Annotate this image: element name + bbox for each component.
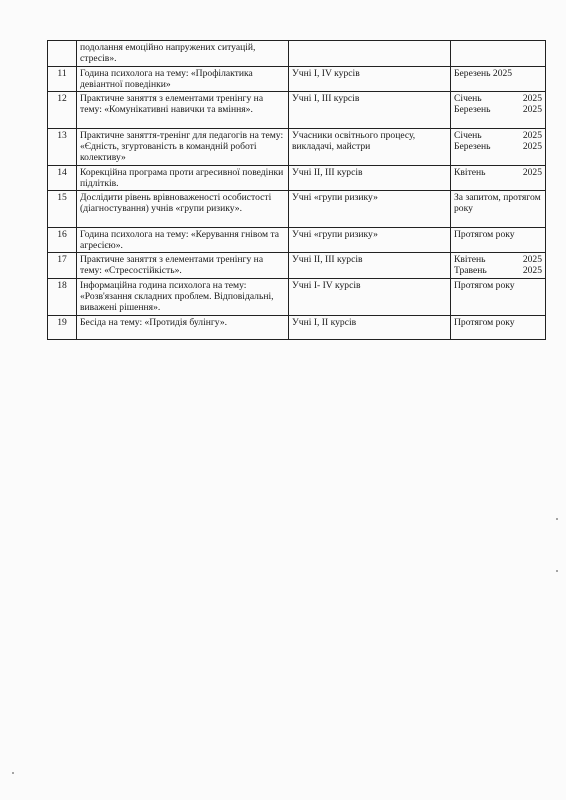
date-period: За запитом, протягом року — [454, 192, 541, 214]
event-date — [451, 228, 546, 253]
event-topic: Інформаційна година психолога на тему: «Розв'язання складних проблем. Відповідальні, виважені рішення». — [77, 279, 289, 316]
date-line — [454, 93, 542, 104]
row-number: 13 — [48, 129, 77, 166]
date-year: 2025 — [522, 167, 542, 178]
table-row — [48, 166, 546, 191]
table-row — [48, 228, 546, 253]
date-line — [454, 130, 542, 141]
event-date — [451, 129, 546, 166]
date-year: 2025 — [522, 141, 542, 152]
date-line — [454, 254, 542, 265]
event-participants: Учні II, III курсів — [289, 166, 451, 191]
table-row — [48, 316, 546, 340]
event-participants: Учні I- IV курсів — [289, 279, 451, 316]
date-line — [454, 141, 542, 152]
event-date — [451, 253, 546, 279]
date-period: Квітень — [454, 254, 486, 265]
event-participants: Учні II, III курсів — [289, 253, 451, 279]
event-topic: Дослідити рівень врівноваженості особистості (діагностування) учнів «групи ризику». — [77, 191, 289, 228]
date-period: Протягом року — [454, 317, 515, 328]
date-line — [454, 68, 542, 79]
scan-speck — [556, 518, 558, 520]
event-date — [451, 67, 546, 92]
events-table-body — [48, 41, 546, 340]
date-line — [454, 167, 542, 178]
table-row — [48, 279, 546, 316]
event-topic: Практичне заняття-тренінг для педагогів на тему: «Єдність, згуртованість в командній роботі колективу» — [77, 129, 289, 166]
row-number: 15 — [48, 191, 77, 228]
table-row — [48, 41, 546, 67]
date-period: Квітень — [454, 167, 486, 178]
table-row — [48, 253, 546, 279]
row-number — [48, 41, 77, 67]
row-number: 11 — [48, 67, 77, 92]
date-period: Січень — [454, 93, 482, 104]
row-number: 14 — [48, 166, 77, 191]
event-participants: Учні I, II курсів — [289, 316, 451, 340]
table-row — [48, 67, 546, 92]
date-line — [454, 317, 542, 328]
event-date — [451, 92, 546, 129]
events-table — [47, 40, 546, 340]
event-topic: Бесіда на тему: «Протидія булінгу». — [77, 316, 289, 340]
row-number: 16 — [48, 228, 77, 253]
row-number: 19 — [48, 316, 77, 340]
event-date — [451, 191, 546, 228]
date-period: Протягом року — [454, 280, 515, 291]
table-row — [48, 191, 546, 228]
date-period: Травень — [454, 265, 487, 276]
date-line — [454, 229, 542, 240]
row-number: 17 — [48, 253, 77, 279]
event-participants: Учні «групи ризику» — [289, 228, 451, 253]
row-number: 12 — [48, 92, 77, 129]
date-year: 2025 — [522, 104, 542, 115]
date-year: 2025 — [522, 93, 542, 104]
date-line — [454, 280, 542, 291]
event-topic: Корекційна програма проти агресивної поведінки підлітків. — [77, 166, 289, 191]
date-year: 2025 — [522, 254, 542, 265]
table-row — [48, 129, 546, 166]
date-line — [454, 192, 542, 214]
date-period: Березень — [454, 141, 491, 152]
event-topic: подолання емоційно напружених ситуацій, стресів». — [77, 41, 289, 67]
event-date — [451, 279, 546, 316]
event-topic: Практичне заняття з елементами тренінгу на тему: «Комунікативні навички та вміння». — [77, 92, 289, 129]
date-period: Березень — [454, 104, 491, 115]
scan-speck — [12, 772, 14, 774]
event-date — [451, 41, 546, 67]
event-date — [451, 316, 546, 340]
event-participants — [289, 41, 451, 67]
event-participants: Учні I, III курсів — [289, 92, 451, 129]
date-period: Протягом року — [454, 229, 515, 240]
date-period: Січень — [454, 130, 482, 141]
date-line — [454, 265, 542, 276]
event-participants: Учасники освітнього процесу, викладачі, майстри — [289, 129, 451, 166]
row-number: 18 — [48, 279, 77, 316]
date-line — [454, 104, 542, 115]
event-topic: Практичне заняття з елементами тренінгу на тему: «Стресостійкість». — [77, 253, 289, 279]
event-participants: Учні I, IV курсів — [289, 67, 451, 92]
event-date — [451, 166, 546, 191]
date-year: 2025 — [522, 130, 542, 141]
event-participants: Учні «групи ризику» — [289, 191, 451, 228]
event-topic: Година психолога на тему: «Профілактика девіантної поведінки» — [77, 67, 289, 92]
table-row — [48, 92, 546, 129]
date-year: 2025 — [522, 265, 542, 276]
date-period: Березень 2025 — [454, 68, 513, 79]
event-topic: Година психолога на тему: «Керування гнівом та агресією». — [77, 228, 289, 253]
scan-speck — [556, 570, 558, 572]
